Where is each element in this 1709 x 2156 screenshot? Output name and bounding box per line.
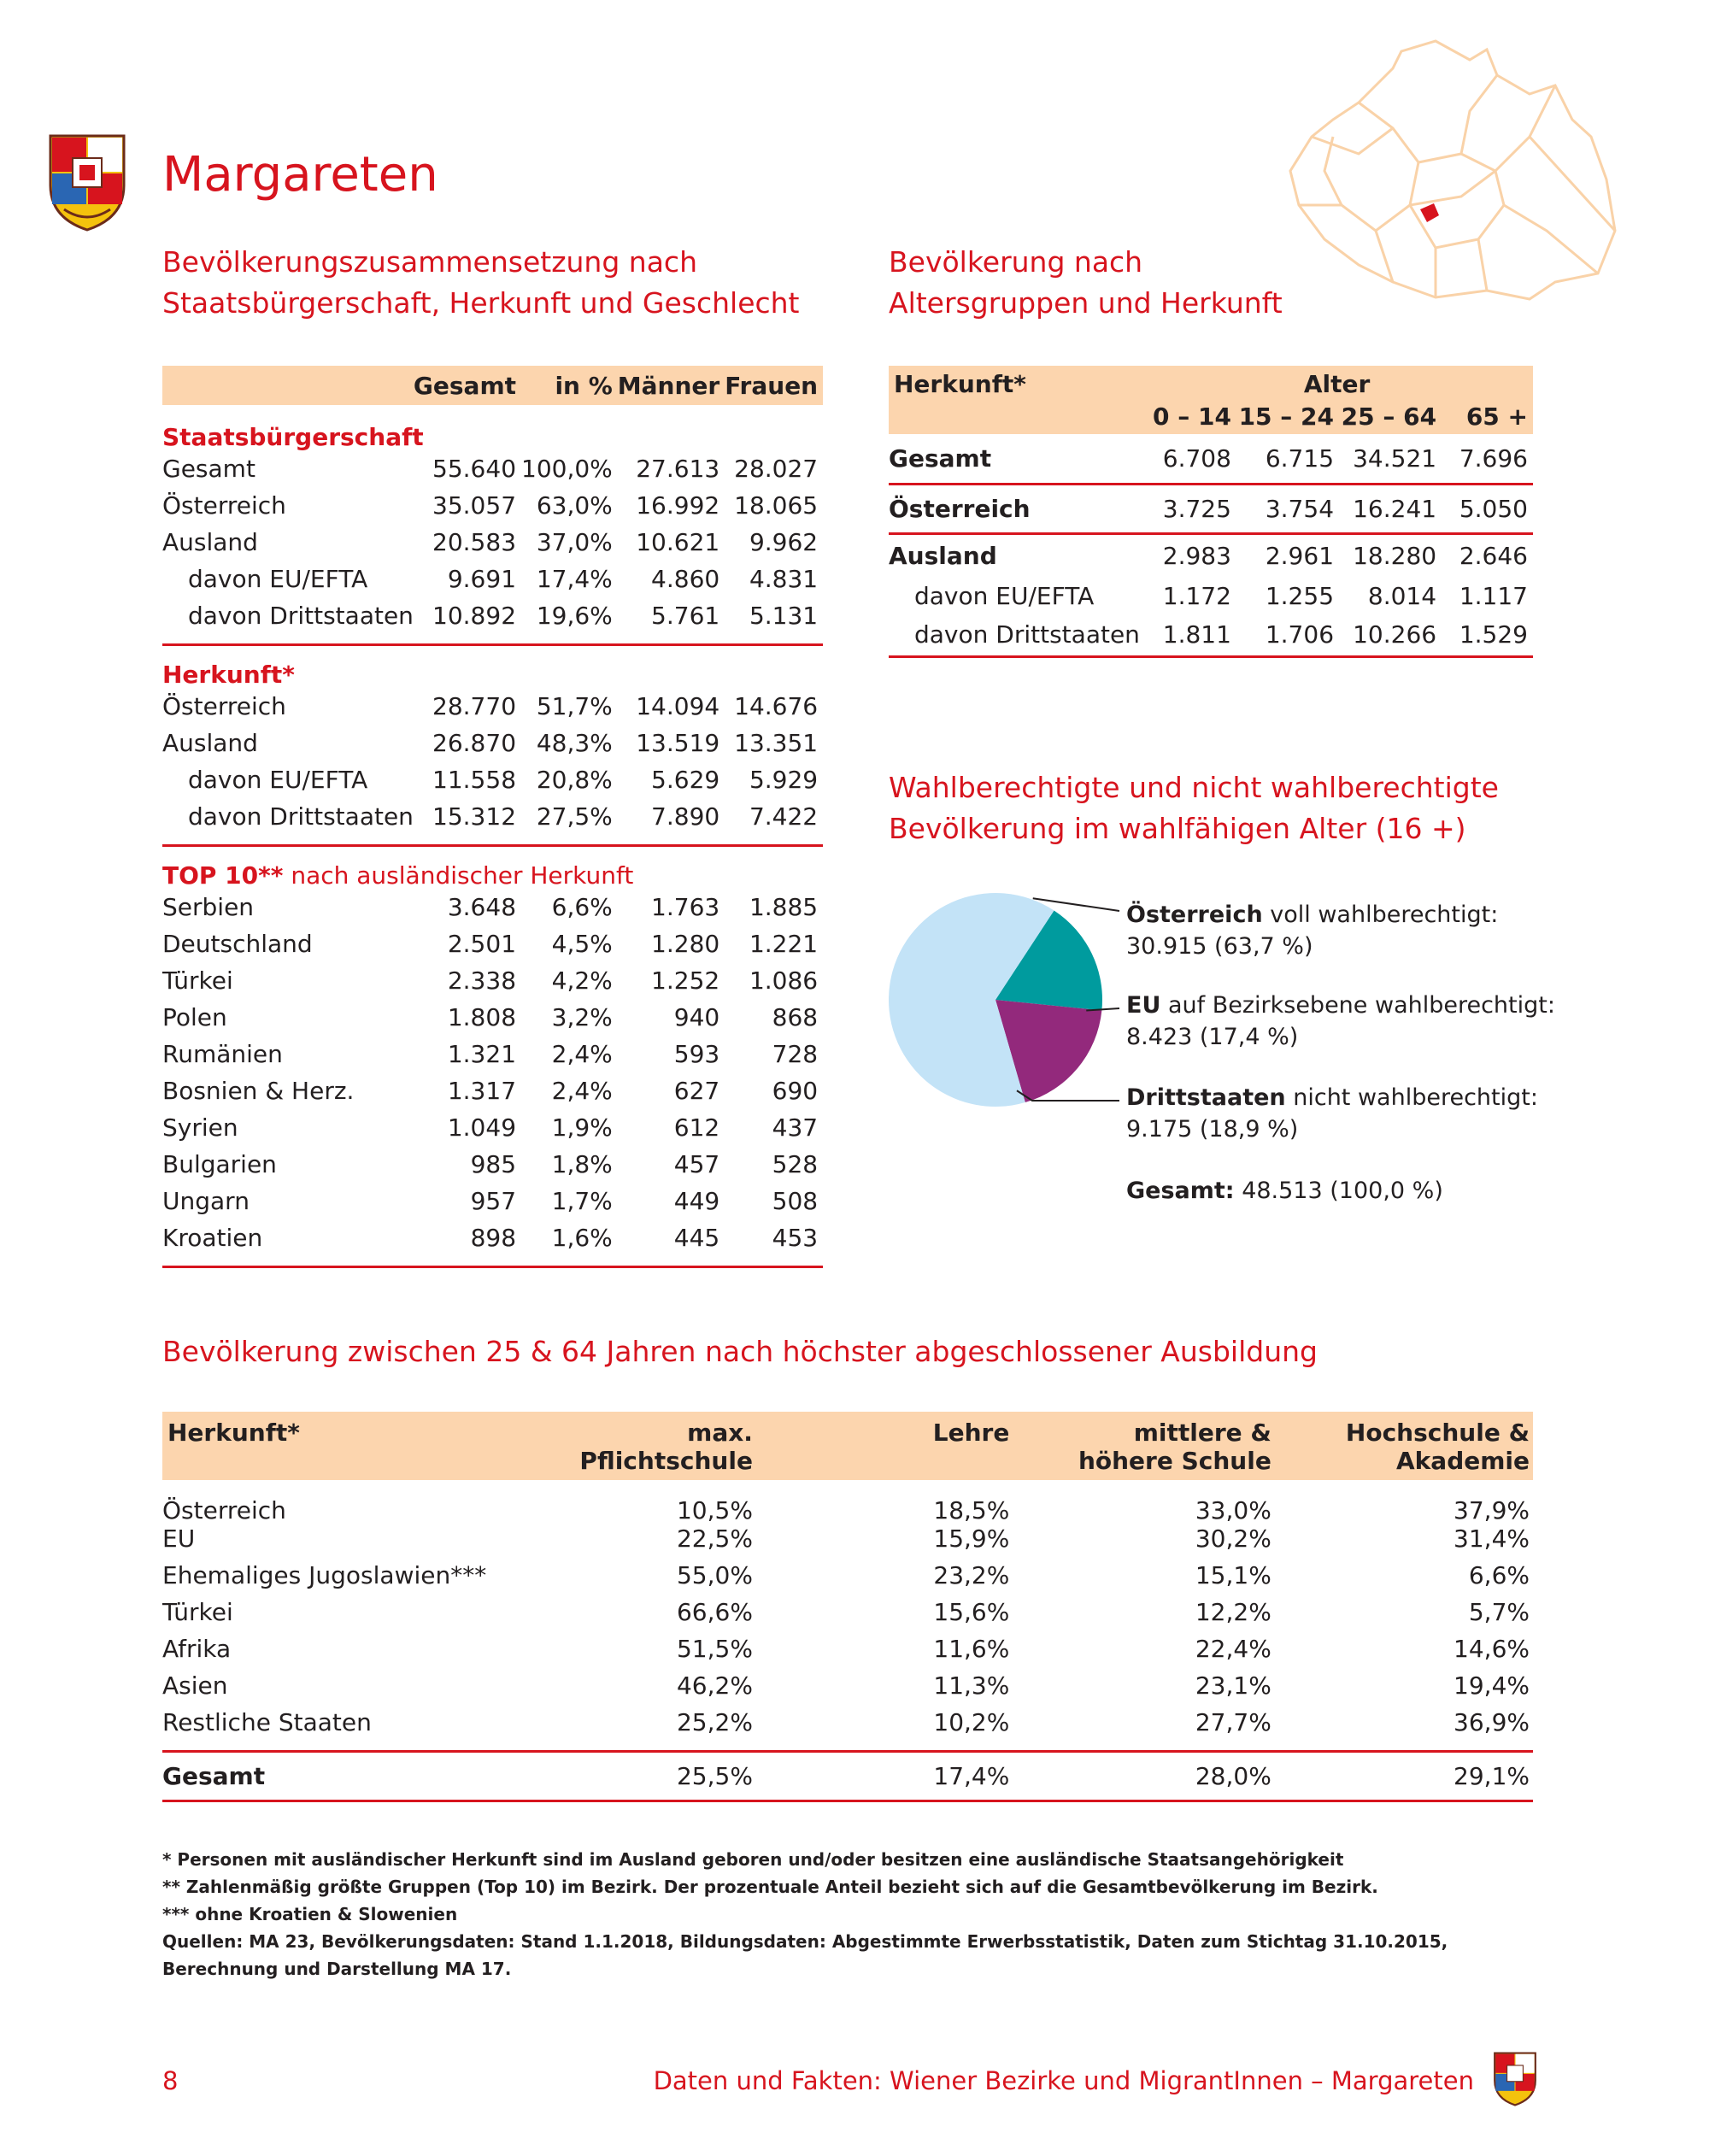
cell-value: 1.885 [749,893,819,921]
cell-value: 1.221 [749,930,819,958]
cell-value: 20.583 [432,528,517,556]
table-row [162,491,823,528]
row-label: Syrien [162,1113,238,1142]
column-header [162,366,414,405]
cell-value: 23,1% [1195,1671,1271,1700]
row-label: Bulgarien [162,1150,277,1178]
cell-value: 3.648 [447,893,517,921]
legend-eu: EU auf Bezirksebene wahlberechtigt: 8.423 (17,4 %) [1126,992,1555,1050]
row-label: Ausland [162,528,258,556]
cell-value: 985 [470,1150,517,1178]
column-header-herkunft: Herkunft* [894,370,1026,398]
table-row [162,1598,1533,1635]
cell-value: 4,2% [551,966,613,995]
cell-value: 4.860 [651,565,720,593]
cell-value: 36,9% [1275,1708,1533,1751]
cell-value: 690 [772,1077,819,1105]
cell-value: 13.351 [734,729,819,757]
cell-value: 453 [725,1224,823,1266]
cell-value: 1,9% [551,1113,613,1142]
column-header: in % [555,371,613,400]
age-column-header: 65 + [1465,402,1528,431]
cell-value: 3,2% [551,1003,613,1031]
cell-value: 37,0% [536,528,613,556]
age-column-header: 25 – 64 [1341,402,1437,431]
row-label: Bosnien & Herz. [162,1077,355,1105]
group-label-suffix: nach ausländischer Herkunft [283,861,634,890]
cell-value: 593 [673,1040,720,1068]
table-row [162,1708,1533,1751]
table-row [162,1113,823,1150]
group-label [162,845,823,893]
cell-value: 449 [673,1187,720,1215]
row-label: Serbien [162,893,255,921]
cell-value: 7.696 [1442,434,1533,484]
cell-value: 437 [772,1113,819,1142]
table-row [162,766,823,802]
cell-value: 1.117 [1459,581,1528,610]
column-header: Gesamt [413,371,517,400]
row-label: Österreich [162,692,286,720]
row-label: Ausland [889,542,997,571]
cell-value: 51,7% [536,692,613,720]
cell-value: 100,0% [521,455,613,483]
cell-value: 528 [772,1150,819,1178]
header-line-1: max. [687,1419,753,1447]
cell-value: 940 [673,1003,720,1031]
cell-value: 5.929 [749,766,819,794]
group-label [162,405,823,455]
cell-value: 16.992 [636,491,720,520]
cell-value: 1.172 [1162,581,1231,610]
cell-value: 66,6% [676,1598,753,1626]
table3-title: Bevölkerung zwischen 25 & 64 Jahren nach höchster abgeschlossener Ausbildung [162,1335,1318,1368]
cell-value: 11,6% [933,1635,1010,1663]
cell-value: 34.521 [1339,434,1442,484]
row-label: EU [162,1524,196,1553]
table-row [162,1524,1533,1561]
cell-value: 10,5% [676,1496,753,1524]
cell-value: 4.831 [749,565,819,593]
table-row [162,455,823,491]
page-title: Margareten [162,147,438,203]
cell-value: 55.640 [432,455,517,483]
age-column-header: 0 – 14 [1153,402,1231,431]
cell-value: 17,4% [536,565,613,593]
cell-value: 29,1% [1275,1751,1533,1801]
cell-value: 11,3% [933,1671,1010,1700]
table-row [162,1561,1533,1598]
cell-value: 2.501 [447,930,517,958]
cell-value: 6.708 [1141,434,1236,484]
row-label: Ausland [162,729,258,757]
cell-value: 6,6% [551,893,613,921]
row-label: Österreich [889,484,1141,533]
cell-value: 612 [673,1113,720,1142]
cell-value: 10.266 [1339,614,1442,656]
cell-value: 2.646 [1459,542,1528,571]
education-table [162,1412,1533,1802]
cell-value: 19,4% [1454,1671,1530,1700]
column-header [162,1412,566,1480]
cell-value: 9.962 [749,528,819,556]
cell-value: 1.763 [651,893,720,921]
header-spacer [889,398,1141,434]
cell-value: 5,7% [1468,1598,1530,1626]
table-row [162,1635,1533,1671]
cell-value: 9.691 [447,565,517,593]
table-row [889,578,1533,614]
cell-value: 8.014 [1367,581,1437,610]
cell-value: 20,8% [536,766,613,794]
group-header-row [162,644,823,692]
header-line-1: Lehre [932,1419,1010,1447]
row-label: Asien [162,1671,228,1700]
cell-value: 30,2% [1195,1524,1271,1553]
row-label: Deutschland [162,930,313,958]
cell-value: 10,2% [756,1708,1013,1751]
cell-value: 12,2% [1195,1598,1271,1626]
row-label: Österreich [162,1496,286,1524]
cell-value: 15,1% [1195,1561,1271,1589]
table-row [162,1077,823,1113]
row-label: davon Drittstaaten [889,614,1141,656]
row-label: davon EU/EFTA [914,581,1095,610]
group-header-row [162,845,823,893]
legend-total: Gesamt: 48.513 (100,0 %) [1126,1178,1443,1204]
table-row [889,533,1533,578]
age-column-header: 15 – 24 [1238,402,1335,431]
cell-value: 7.890 [618,802,725,845]
table-row [889,434,1533,484]
footer-coat-of-arms-icon [1493,2051,1537,2107]
row-label: Gesamt [162,1751,566,1801]
cell-value: 3.725 [1141,484,1236,533]
group-header-row [162,405,823,455]
cell-value: 5.050 [1442,484,1533,533]
cell-value: 26.870 [432,729,517,757]
column-header-alter: Alter [1303,370,1371,398]
cell-value: 1.529 [1442,614,1533,656]
group-label-bold: TOP 10** [162,861,284,890]
cell-value: 55,0% [676,1561,753,1589]
table-row [162,565,823,602]
cell-value: 6.715 [1236,434,1339,484]
row-label: Türkei [162,1598,233,1626]
cell-value: 5.131 [725,602,823,644]
cell-value: 27,7% [1013,1708,1274,1751]
cell-value: 27.613 [636,455,720,483]
cell-value: 2.961 [1265,542,1335,571]
cell-value: 14,6% [1454,1635,1530,1663]
column-header [1013,1412,1274,1480]
table-row [162,1003,823,1040]
table-row [162,893,823,930]
table-row [162,692,823,729]
header-line-2: Pflichtschule [579,1447,753,1475]
table-row [162,528,823,565]
cell-value: 10.621 [636,528,720,556]
table-row [162,1480,1533,1524]
cell-value: 2,4% [551,1077,613,1105]
cell-value: 28.027 [734,455,819,483]
cell-value: 33,0% [1195,1496,1271,1524]
table1-title: Bevölkerungszusammensetzung nach Staatsbürgerschaft, Herkunft und Geschlecht [162,245,800,320]
population-table [162,366,823,1268]
cell-value: 37,9% [1454,1496,1530,1524]
age-table [889,366,1533,658]
cell-value: 1.280 [651,930,720,958]
cell-value: 2.338 [447,966,517,995]
table-row [162,1224,823,1266]
cell-value: 1,6% [521,1224,618,1266]
cell-value: 10.892 [414,602,521,644]
row-label: davon EU/EFTA [188,565,368,593]
cell-value: 25,2% [566,1708,756,1751]
page-number: 8 [162,2066,179,2095]
cell-value: 25,5% [566,1751,756,1801]
table-row [162,1671,1533,1708]
header-line-2: höhere Schule [1078,1447,1271,1475]
cell-value: 51,5% [676,1635,753,1663]
legend-drittstaaten: Drittstaaten nicht wahlberechtigt: 9.175 (18,9 %) [1126,1084,1538,1143]
cell-value: 1.255 [1265,581,1335,610]
cell-value: 2,4% [551,1040,613,1068]
cell-value: 1.049 [447,1113,517,1142]
cell-value: 5.761 [618,602,725,644]
cell-value: 31,4% [1454,1524,1530,1553]
cell-value: 13.519 [636,729,720,757]
header-line-1: Herkunft* [167,1419,300,1447]
cell-value: 457 [673,1150,720,1178]
cell-value: 1,8% [551,1150,613,1178]
table-row [889,484,1533,533]
cell-value: 445 [618,1224,725,1266]
table2-title: Bevölkerung nach Altersgruppen und Herkunft [889,245,1283,320]
cell-value: 46,2% [676,1671,753,1700]
cell-value: 15,9% [933,1524,1010,1553]
cell-value: 15,6% [933,1598,1010,1626]
row-label: davon Drittstaaten [162,802,414,845]
row-label: Polen [162,1003,227,1031]
table-row [162,966,823,1003]
row-label: Gesamt [889,434,1141,484]
cell-value: 1.321 [447,1040,517,1068]
table-row [162,729,823,766]
group-label-bold: Staatsbürgerschaft [162,423,424,451]
cell-value: 48,3% [536,729,613,757]
cell-value: 2.983 [1162,542,1231,571]
cell-value: 728 [772,1040,819,1068]
cell-value: 868 [772,1003,819,1031]
table-row [162,930,823,966]
row-label: Ehemaliges Jugoslawien*** [162,1561,487,1589]
row-label: Afrika [162,1635,232,1663]
cell-value: 957 [470,1187,517,1215]
cell-value: 508 [772,1187,819,1215]
row-label: Gesamt [162,455,255,483]
cell-value: 19,6% [521,602,618,644]
header-line-2: Akademie [1396,1447,1530,1475]
row-label: Kroatien [162,1224,414,1266]
cell-value: 6,6% [1468,1561,1530,1589]
cell-value: 22,5% [676,1524,753,1553]
cell-value: 5.629 [651,766,720,794]
total-row [162,1751,1533,1801]
cell-value: 1.811 [1141,614,1236,656]
cell-value: 1.252 [651,966,720,995]
table-header-row [162,366,823,405]
column-header [756,1412,1013,1480]
cell-value: 18,5% [933,1496,1010,1524]
cell-value: 22,4% [1195,1635,1271,1663]
cell-value: 17,4% [756,1751,1013,1801]
row-label: davon Drittstaaten [162,602,414,644]
column-header [566,1412,756,1480]
table-row [162,1150,823,1187]
cell-value: 1.086 [749,966,819,995]
cell-value: 4,5% [551,930,613,958]
table-header-row [162,1412,1533,1480]
cell-value: 28.770 [432,692,517,720]
table-row [162,802,823,845]
vienna-district-map [1273,34,1624,308]
footnotes: * Personen mit ausländischer Herkunft sind im Ausland geboren und/oder besitzen eine ausländische Staatsangehörigkeit ** Zahlenmäßig größte Gruppen (Top 10) im Bezirk. Der prozentuale Anteil bezieht sich auf die Gesamtbevölkerung im Bezirk. *** ohne Kroatien & Slowenien Quellen: MA 23, Bevölkerungsdaten: Stand 1.1.2018, Bildungsdaten: Abgestimmte Erwerbsstatistik, Daten zum Stichtag 31.10.2015, Berechnung und Darstellung MA 17. [162,1849,1448,1979]
cell-value: 11.558 [432,766,517,794]
row-label: Restliche Staaten [162,1708,566,1751]
row-label: Ungarn [162,1187,250,1215]
cell-value: 23,2% [933,1561,1010,1589]
table-row [162,1040,823,1077]
cell-value: 63,0% [536,491,613,520]
cell-value: 16.241 [1339,484,1442,533]
table-row [162,602,823,644]
cell-value: 18.280 [1353,542,1437,571]
cell-value: 18.065 [734,491,819,520]
cell-value: 14.676 [734,692,819,720]
cell-value: 28,0% [1013,1751,1274,1801]
column-header [1275,1412,1533,1480]
table-row [162,1187,823,1224]
district-coat-of-arms-icon [47,132,127,233]
cell-value: 27,5% [521,802,618,845]
group-label-bold: Herkunft* [162,661,295,689]
cell-value: 3.754 [1236,484,1339,533]
cell-value: 1.706 [1236,614,1339,656]
header-line-1: mittlere & [1133,1419,1271,1447]
column-header: Frauen [725,371,819,400]
column-header: Männer [617,371,720,400]
row-label: Türkei [162,966,233,995]
legend-oesterreich: Österreich voll wahlberechtigt: 30.915 (63,7 %) [1126,902,1499,960]
table-row [889,614,1533,656]
group-label [162,644,823,692]
cell-value: 7.422 [725,802,823,845]
table-header-row [889,398,1533,434]
cell-value: 35.057 [432,491,517,520]
row-label: Österreich [162,491,286,520]
cell-value: 14.094 [636,692,720,720]
pie-title: Wahlberechtigte und nicht wahlberechtigte Bevölkerung im wahlfähigen Alter (16 +) [889,771,1499,845]
header-line-1: Hochschule & [1345,1419,1530,1447]
cell-value: 1.808 [447,1003,517,1031]
row-label: davon EU/EFTA [188,766,368,794]
cell-value: 15.312 [414,802,521,845]
cell-value: 627 [673,1077,720,1105]
table-header-row [889,366,1533,398]
footer-text: Daten und Fakten: Wiener Bezirke und MigrantInnen – Margareten [653,2066,1474,2095]
row-label: Rumänien [162,1040,283,1068]
cell-value: 1,7% [551,1187,613,1215]
cell-value: 898 [414,1224,521,1266]
cell-value: 1.317 [447,1077,517,1105]
